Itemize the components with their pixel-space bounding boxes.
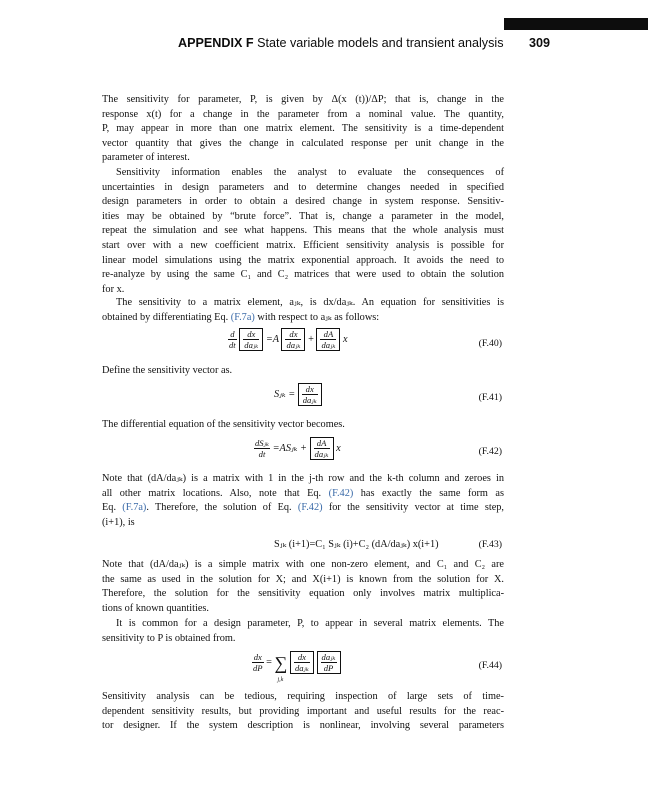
text-span: has exactly the same form as — [360, 487, 505, 499]
frac-den: daⱼₖ — [286, 340, 301, 350]
text-line: uncertainties in design parameters and to determine changes needed in specified — [102, 181, 504, 193]
frac-den: dt — [258, 449, 266, 459]
frac-den: daⱼₖ — [314, 449, 329, 459]
equation-reference-link[interactable]: (F.42) — [328, 487, 354, 499]
text-line — [102, 501, 504, 516]
summation-symbol — [274, 652, 288, 683]
equation-f40 — [102, 326, 504, 362]
frac-den: daⱼₖ — [302, 395, 317, 405]
sum-sign: ∑ — [274, 652, 288, 673]
frac-num: dx — [302, 384, 318, 395]
text-line: for x. — [102, 283, 125, 295]
text-line: dependent sensitivity results, but providing important and useful results for the reac- — [102, 705, 504, 717]
text-line: the same as used in the solution for X; and X(i+1) is known from the solution for X. — [102, 573, 504, 585]
text-line — [102, 311, 504, 326]
equation-term: x — [336, 442, 341, 454]
equation-body — [228, 328, 348, 351]
equation-operator: + — [308, 333, 314, 345]
text-line: ities may be obtained by “brute force”. That is, change a parameter in the model, — [102, 210, 504, 222]
text-line: Therefore, the solution for the sensitivity equation only involves matrix multiplica- — [102, 588, 504, 600]
equation-term: Sⱼₖ (i+1)=C₁ Sⱼₖ (i)+C₂ (dA/daⱼₖ) x(i+1) — [274, 539, 439, 550]
text-line: sensitivity to P is obtained from. — [102, 632, 236, 644]
text-line: Note that (dA/daⱼₖ) is a simple matrix with one non-zero element, and C₁ and C₂ are — [102, 559, 504, 570]
paragraph-define — [102, 364, 504, 379]
equation-reference-link[interactable]: (F.7a) — [230, 311, 255, 323]
paragraph-sensitivity-information — [102, 166, 504, 297]
equation-number: (F.41) — [478, 392, 502, 403]
equation-body — [252, 651, 341, 683]
frac-den: daⱼₖ — [321, 340, 336, 350]
equation-number: (F.44) — [478, 660, 502, 671]
text-span: for the sensitivity vector at time step, — [328, 502, 504, 514]
text-span: all other matrix locations. Also, note that Eq. — [102, 487, 322, 499]
text-line: tor designer. If the system description is nonlinear, involving several parameters — [102, 720, 504, 732]
paragraph-note-matrix — [102, 472, 504, 530]
equation-operator: =A — [265, 333, 279, 345]
chapter-title: State variable models and transient analysis — [257, 36, 504, 50]
text-span: Eq. — [102, 502, 117, 514]
text-line: The sensitivity to a matrix element, aⱼₖ, is dx/daⱼₖ. An equation for sensitivities is — [116, 297, 504, 308]
frac-num: d — [228, 329, 237, 340]
text-line: It is common for a design parameter, P, to appear in several matrix elements. The — [116, 618, 504, 629]
appendix-label: APPENDIX F — [178, 36, 254, 50]
frac-num: dx — [243, 329, 259, 340]
text-line: Note that (dA/daⱼₖ) is a matrix with 1 in the j-th row and the k-th column and zeroes in — [102, 473, 504, 484]
equation-term: =ASⱼₖ + — [272, 442, 307, 454]
frac-num: daⱼₖ — [321, 652, 336, 662]
text-line: The sensitivity for parameter, P, is given by Δ(x (t))/ΔP; that is, change in the — [102, 94, 504, 105]
frac-den: dt — [229, 340, 236, 350]
paragraph-diffeq — [102, 418, 504, 433]
frac-num: dSⱼₖ — [255, 438, 269, 448]
equation-number: (F.43) — [478, 539, 502, 550]
text-line: re-analyze by using the same C₁ and C₂ matrices that were used to obtain the solution — [102, 269, 504, 281]
equation-f41 — [102, 380, 504, 416]
text-line: The differential equation of the sensitivity vector becomes. — [102, 419, 345, 430]
text-span: obtained by differentiating Eq. — [102, 311, 229, 323]
text-line: repeat the simulation and see what happens. This means that the whole analysis must — [102, 225, 504, 237]
equation-f42 — [102, 434, 504, 470]
text-line: linear model simulations using the matrix exponential approach. It avoids the need to — [102, 254, 504, 266]
frac-den: daⱼₖ — [294, 663, 309, 673]
text-line: P, may appear in more than one matrix element. The sensitivity is a time-dependent — [102, 123, 504, 135]
text-line: response x(t) for a change in the parameter from a nominal value. The quantity, — [102, 108, 504, 120]
equation-operator: = — [266, 656, 272, 668]
text-line: Sensitivity analysis can be tedious, requiring inspection of large sets of time- — [102, 691, 504, 702]
running-header — [178, 36, 550, 54]
frac-num: dx — [294, 652, 310, 663]
text-line: (i+1), is — [102, 516, 135, 528]
sum-subscript: j,k — [277, 676, 284, 683]
text-span: with respect to aⱼₖ as follows: — [257, 311, 380, 323]
text-line: parameter of interest. — [102, 152, 190, 164]
text-span: . Therefore, the solution of Eq. — [146, 502, 292, 514]
text-line: Define the sensitivity vector as. — [102, 365, 233, 376]
equation-term: Sⱼₖ = — [274, 388, 296, 400]
equation-term: x — [343, 333, 348, 345]
equation-reference-link[interactable]: (F.7a) — [122, 502, 147, 514]
text-line: vector quantity that gives the change in calculated response per unit change in the — [102, 137, 504, 149]
equation-reference-link[interactable]: (F.42) — [297, 502, 323, 514]
equation-number: (F.42) — [478, 446, 502, 457]
frac-den: daⱼₖ — [244, 340, 259, 350]
text-line: Sensitivity information enables the analyst to evaluate the consequences of — [116, 167, 504, 178]
frac-num: dA — [314, 438, 330, 449]
frac-den: dP — [253, 663, 263, 673]
paragraph-sensitivity-analysis — [102, 690, 504, 734]
equation-number: (F.40) — [478, 338, 502, 349]
text-line: design parameters in order to obtain a desired change in system response. Sensitiv- — [102, 196, 504, 208]
paragraph-design-parameter — [102, 617, 504, 646]
frac-den: dP — [323, 663, 334, 673]
paragraph-matrix-element — [102, 296, 504, 325]
frac-num: dA — [320, 329, 336, 340]
page-number: 309 — [528, 36, 550, 50]
equation-f43 — [102, 538, 504, 554]
text-line — [102, 487, 504, 502]
page-top-bar — [504, 18, 648, 30]
frac-num: dx — [285, 329, 301, 340]
equation-body — [254, 437, 341, 460]
equation-body — [274, 383, 322, 406]
paragraph-note-simple-matrix — [102, 558, 504, 616]
equation-body — [274, 538, 439, 550]
text-line: tions of known quantities. — [102, 602, 209, 614]
paragraph-sensitivity-definition — [102, 93, 504, 166]
frac-num: dx — [253, 652, 262, 662]
equation-f44 — [102, 648, 504, 688]
text-line: start over with a new coefficient matrix. Efficient sensitivity analysis is possible for — [102, 239, 504, 251]
